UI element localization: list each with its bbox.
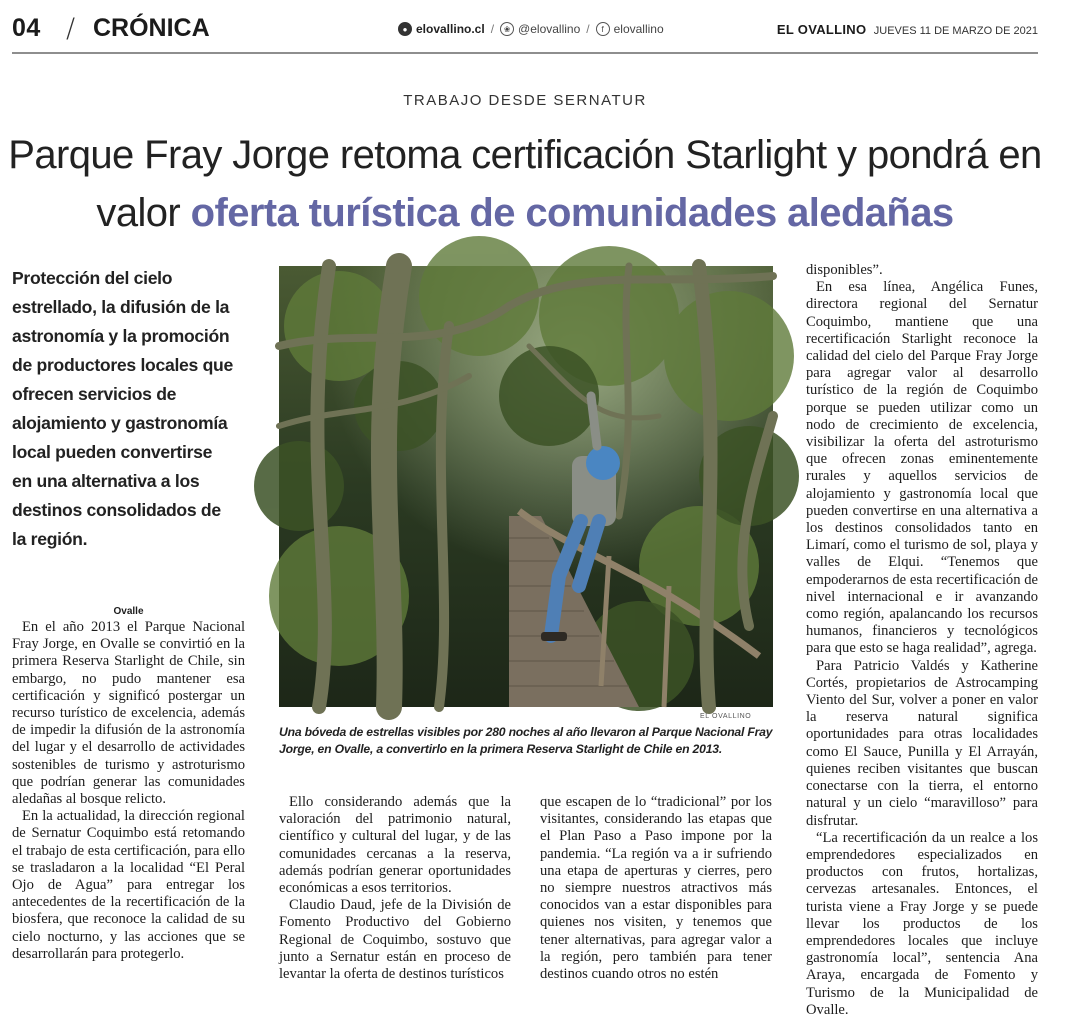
body-column-1 — [12, 606, 245, 963]
paragraph: En esa línea, Angélica Funes, directora regional del Sernatur Coquimbo, mantiene que una recertificación Starlight reconoce la calidad del cielo del Parque Fray Jorge para agregar valor al desarrollo turístico de la región de Coquimbo porque se pueden utilizar como un nodo de crecimiento de excelencia, visibilizar la oferta del astroturismo que ofrecen zonas eminentemente rurales y aquellos servicios de alojamiento y gastronomía local que pueden convertirse en una alternativa a los destinos consolidados tanto en Limarí, como el turismo de sol, playa y valles de Elqui. “Tenemos que empoderarnos de esta recertificación de nivel internacional e ir avanzando como región, apalancando los recursos humanos, financieros y tecnológicos para que esto se haga realidad”, agrega. — [806, 279, 1038, 657]
paragraph: que escapen de lo “tradicional” por los visitantes, considerando las etapas que el Plan Paso a Paso impone por la pandemia. “La región va a ir sufriendo una etapa de aperturas y cierres, pero no siempre nuestros atractivos más conocidos van a estar disponibles para quienes nos visiten, y tenemos que tener alternativas, para agregar valor a la región, pero también para tener destinos cuando otros no estén — [540, 794, 772, 983]
facebook-handle[interactable]: elovallino — [613, 22, 664, 36]
newspaper-info — [777, 22, 1038, 37]
body-column-3 — [540, 794, 772, 983]
globe-icon: ● — [398, 22, 412, 36]
photo-caption: Una bóveda de estrellas visibles por 280 noches al año llevaron al Parque Nacional Fray Jorge, en Ovalle, a convertirlo en la primera Reserva Starlight de Chile en 2013. — [279, 725, 773, 756]
photo-illustration — [279, 266, 773, 707]
header-divider: / — [66, 13, 76, 44]
paragraph: Claudio Daud, jefe de la División de Fomento Productivo del Gobierno Regional de Coquimbo, sostuvo que junto a Sernatur están en proceso de levantar la oferta de destinos turísticos — [279, 897, 511, 983]
website-link[interactable]: elovallino.cl — [416, 22, 485, 36]
facebook-icon: f — [596, 22, 610, 36]
divider: / — [586, 22, 590, 36]
headline-main: Parque Fray Jorge retoma certificación Starlight y pondrá en valor — [8, 133, 1042, 235]
newspaper-name: EL OVALLINO — [776, 22, 867, 37]
forest-photo — [279, 266, 773, 707]
section-name: CRÓNICA — [93, 14, 210, 42]
twitter-icon: ❀ — [500, 22, 514, 36]
paragraph: disponibles”. — [806, 262, 883, 278]
paragraph: Para Patricio Valdés y Katherine Cortés, propietarios de Astrocamping Viento del Sur, volver a poner en valor la reserva natural significa oportunidades para otras localidades como El Sauce, Punilla y El Arrayán, quienes reciben visitantes que buscan conectarse con la tierra, el entorno natural y un cielo “maravilloso” para disfrutar. — [806, 657, 1038, 829]
header-rule — [12, 52, 1038, 54]
page-number: 04 — [12, 14, 41, 42]
social-links — [398, 22, 664, 36]
issue-date: JUEVES 11 DE MARZO DE 2021 — [873, 25, 1038, 37]
dateline: Ovalle — [113, 606, 144, 617]
paragraph: En el año 2013 el Parque Nacional Fray Jorge, en Ovalle se convirtió en la primera Reserva Starlight de Chile, sin embargo, no pudo mantener esa certificación y significó postergar un recurso turístico de excelencia, además de impedir la difusión de la astronomía del lugar y el desarrollo de actividades sostenibles de turismo y astroturismo que podrían generar las comunidades aledañas al bosque relicto. — [12, 619, 245, 808]
paragraph: En la actualidad, la dirección regional de Sernatur Coquimbo está retomando el trabajo de esta certificación, para ello se trasladaron a la localidad “El Peral Ojo de Agua” para entregar los antecedentes de la recertificación de la biosfera, que reconoce la calidad de su cielo nocturno, y las acciones que se desarrollarán para protegerlo. — [12, 808, 245, 962]
article-lead: Protección del cielo estrellado, la difusión de la astronomía y la promoción de productores locales que ofrecen servicios de alojamiento y gastronomía local pueden convertirse en una alternativa a los destinos consolidados de la región. — [12, 268, 233, 549]
photo-credit: EL OVALLINO — [700, 713, 752, 720]
divider: / — [490, 22, 495, 36]
body-column-4 — [806, 262, 1038, 1019]
paragraph: “La recertificación da un realce a los emprendedores especializados en productos con frutos, hortalizas, cervezas artesanales. Entonces, el turista viene a Fray Jorge y se puede llevar los productos de los emprendedores locales que incluye gastronomía local”, sentencia Ana Araya, encargada de Fomento y Turismo de la Municipalidad de Ovalle. — [806, 829, 1038, 1018]
headline-highlight: oferta turística de comunidades aledañas — [190, 191, 954, 235]
page-header — [12, 10, 1038, 46]
paragraph: Ello considerando además que la valoración del patrimonio natural, científico y cultural del lugar, y de las comunidades cercanas a la reserva, además podrían generar oportunidades económicas a esos territorios. — [279, 794, 511, 897]
twitter-handle[interactable]: @elovallino — [518, 22, 581, 36]
article-headline — [0, 126, 1050, 242]
article-kicker: TRABAJO DESDE SERNATUR — [403, 92, 647, 109]
body-column-2 — [279, 794, 511, 983]
